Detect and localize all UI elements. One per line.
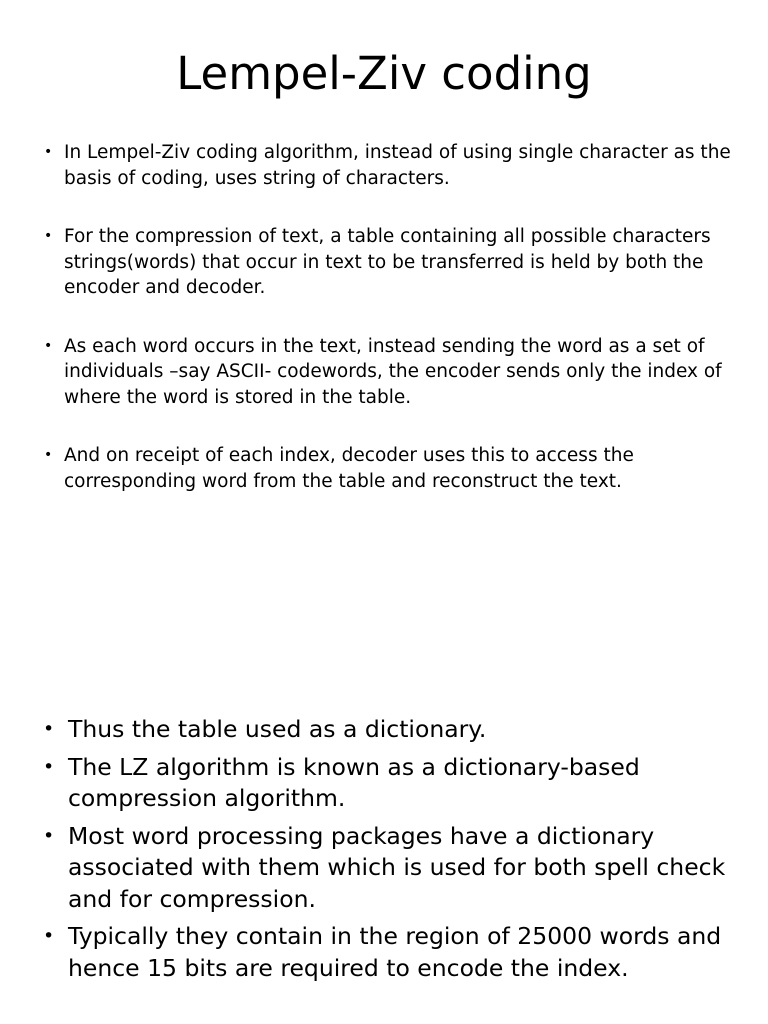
bullet-text: Typically they contain in the region of 25000 words and hence 15 bits are required to encode the index.: [68, 922, 722, 982]
bullet-text: Most word processing packages have a dictionary associated with them which is used for both spell check and for compression.: [68, 821, 726, 913]
bullet-icon: •: [43, 755, 55, 778]
list-item: [0, 140, 768, 191]
bullet-icon: •: [43, 718, 55, 740]
slide1-bullet-list: [0, 140, 768, 527]
list-item: [0, 714, 768, 746]
bullet-icon: •: [43, 925, 55, 947]
list-item: [0, 921, 768, 984]
bullet-icon: •: [44, 144, 53, 160]
list-item: [0, 334, 768, 411]
bullet-text: As each word occurs in the text, instead sending the word as a set of individuals –say ASCII- codewords, the encoder sends only the index of where the word is stored in the table.: [64, 335, 722, 408]
slide-title: Lempel-Ziv coding: [176, 47, 592, 100]
list-item: [0, 443, 768, 494]
list-item: [0, 224, 768, 301]
bullet-text: And on receipt of each index, decoder uses this to access the corresponding word from the table and reconstruct the text.: [64, 445, 634, 492]
list-item: [0, 752, 768, 815]
list-item: [0, 821, 768, 916]
bullet-text: The LZ algorithm is known as a dictionary-based compression algorithm.: [68, 752, 640, 812]
bullet-text: In Lempel-Ziv coding algorithm, instead of using single character as the basis of coding, uses string of characters.: [64, 142, 731, 189]
bullet-icon: •: [43, 824, 55, 847]
slide2-bullet-list: [0, 714, 768, 990]
bullet-text: For the compression of text, a table containing all possible characters strings(words) that occur in text to be transferred is held by both the encoder and decoder.: [64, 226, 711, 298]
bullet-text: Thus the table used as a dictionary.: [68, 715, 487, 743]
bullet-icon: •: [44, 337, 53, 354]
bullet-icon: •: [44, 228, 53, 244]
bullet-icon: •: [44, 447, 53, 463]
